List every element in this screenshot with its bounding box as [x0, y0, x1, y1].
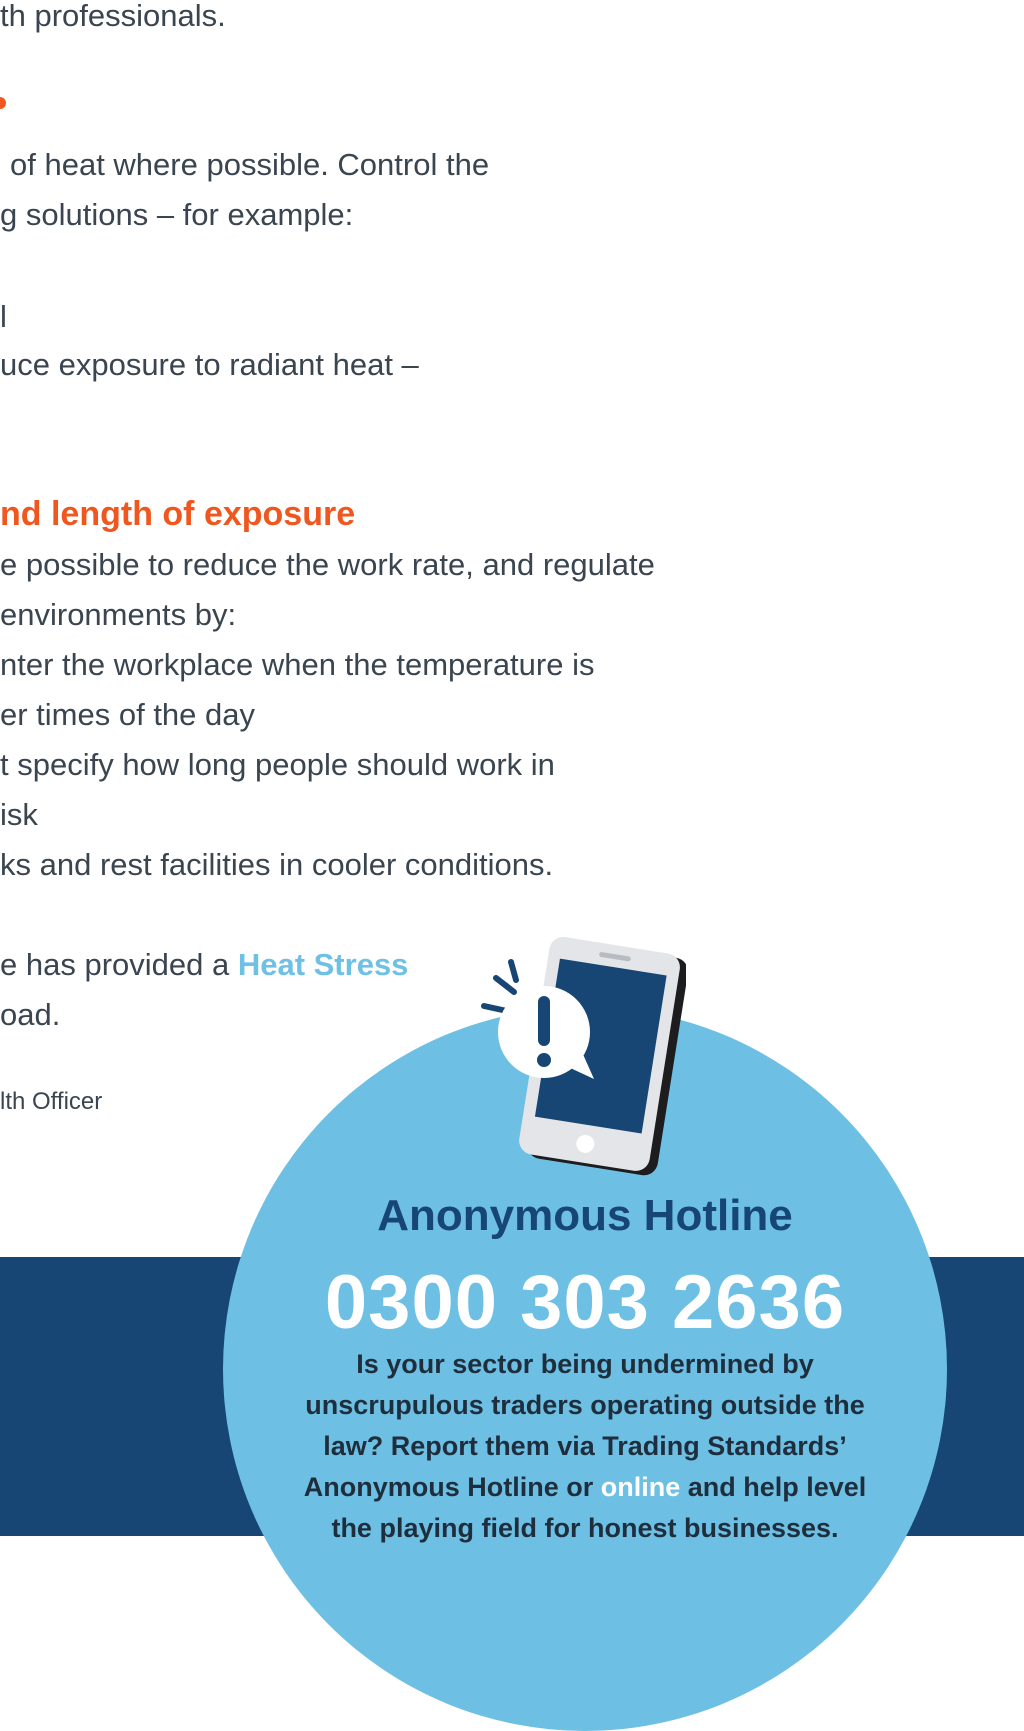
hotline-title: Anonymous Hotline — [377, 1191, 793, 1240]
online-link[interactable]: online — [600, 1472, 681, 1502]
heat-source-line-2: g solutions – for example: — [0, 197, 354, 232]
exposure-line-5: t specify how long people should work in — [0, 747, 555, 782]
exposure-line-3: nter the workplace when the temperature is — [0, 647, 595, 682]
resource-note-line-2: oad. — [0, 997, 61, 1032]
hotline-body-line-4a: Anonymous Hotline or — [303, 1472, 601, 1502]
hotline-body-line-3: law? Report them via Trading Standards’ — [323, 1431, 847, 1461]
intro-text: th professionals. — [0, 0, 226, 33]
hotline-body-line-5: the playing field for honest businesses. — [331, 1513, 839, 1543]
hotline-body-line-4 — [270, 1467, 900, 1508]
smartphone-alert-icon — [466, 936, 686, 1181]
resource-note-line-1 — [0, 945, 408, 985]
exposure-line-7: ks and rest facilities in cooler conditions. — [0, 847, 554, 882]
heat-source-line-4: uce exposure to radiant heat – — [0, 347, 419, 382]
hotline-body-line-4b: and help level — [680, 1472, 867, 1502]
exposure-line-1: e possible to reduce the work rate, and regulate — [0, 547, 655, 582]
exposure-line-4: er times of the day — [0, 697, 256, 732]
heat-stress-link[interactable]: Heat Stress — [237, 947, 409, 982]
hotline-description — [270, 1344, 900, 1549]
resource-note-prefix: e has provided a — [0, 947, 238, 982]
hotline-body-line-2: unscrupulous traders operating outside the — [305, 1390, 865, 1420]
exposure-line-2: environments by: — [0, 597, 237, 632]
exposure-heading: nd length of exposure — [0, 495, 356, 533]
hotline-phone-number[interactable]: 0300 303 2636 — [324, 1260, 846, 1345]
exposure-line-6: isk — [0, 797, 38, 832]
heat-source-line-1: of heat where possible. Control the — [10, 147, 490, 182]
heat-source-line-3: l — [0, 299, 7, 334]
section-bullet-marker — [0, 97, 6, 109]
author-role: lth Officer — [0, 1088, 103, 1115]
hotline-body-line-1: Is your sector being undermined by — [356, 1349, 814, 1379]
